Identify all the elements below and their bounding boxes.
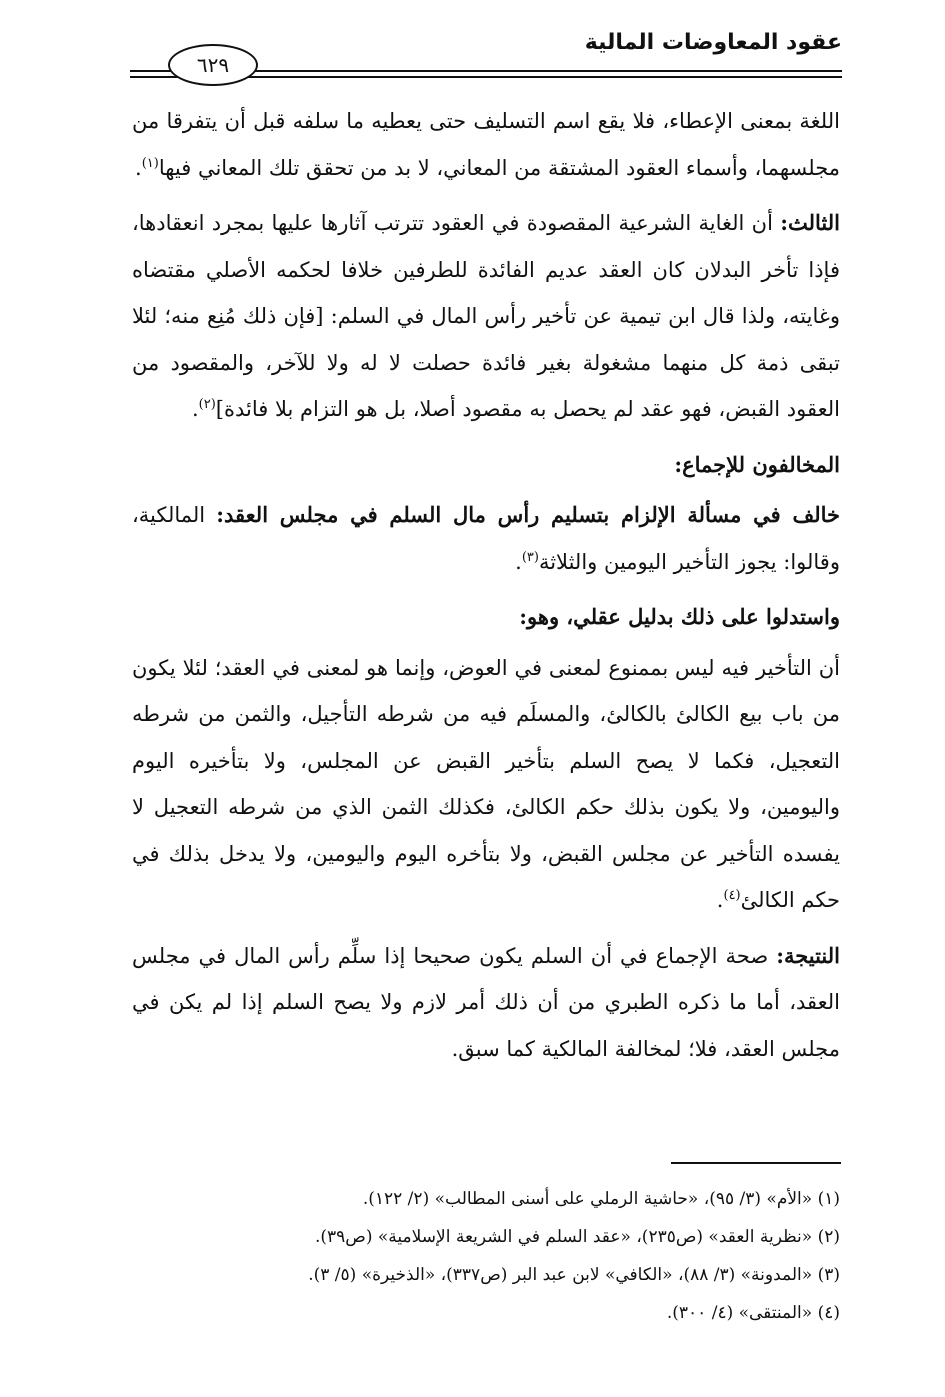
paragraph-4 bbox=[132, 645, 840, 924]
page-header bbox=[130, 22, 842, 82]
paragraph-text: صحة الإجماع في أن السلم يكون صحيحا إذا سلِّم رأس المال في مجلس العقد، أما ما ذكره الطبري من أن ذلك أمر لازم ولا يصح السلم إذا لم يكن في مجلس العقد، فلا؛ لمخالفة المالكية كما سبق. bbox=[132, 943, 840, 1061]
section-heading-evidence: واستدلوا على ذلك بدليل عقلي، وهو: bbox=[519, 604, 840, 629]
paragraph-lead: خالف في مسألة الإلزام بتسليم رأس مال السلم في مجلس العقد: bbox=[216, 502, 840, 527]
footnotes bbox=[132, 1180, 840, 1332]
paragraph-end: . bbox=[515, 549, 522, 574]
footnote-ref-1[interactable]: (١) bbox=[141, 155, 159, 171]
paragraph-end: . bbox=[135, 155, 142, 180]
paragraph-text: المالكية، وقالوا: يجوز التأخير اليومين والثلاثة bbox=[132, 503, 840, 574]
paragraph-3 bbox=[132, 492, 840, 585]
page-number: ٦٢٩ bbox=[168, 44, 258, 86]
footnote-4: (٤) «المنتقى» (٤/ ٣٠٠). bbox=[666, 1303, 840, 1323]
paragraph-2 bbox=[132, 200, 840, 433]
paragraph-end: . bbox=[716, 888, 724, 912]
paragraph-text: أن التأخير فيه ليس بممنوع لمعنى في العوض، وإنما هو لمعنى في العقد؛ لئلا يكون من باب بيع الكالئ بالكالئ، والمسلَم فيه من شرطه التأجيل، والثمن من شرطه التعجيل، فكما لا يصح السلم بتأخير القبض عن المجلس، ولا بتأخيره اليوم واليومين، ولا يكون بذلك حكم الكالئ، فكذلك الثمن الذي من شرطه التعجيل لا يفسده التأخير عن مجلس القبض، ولا بتأخره اليوم واليومين، ولا يدخل بذلك في حكم الكالئ bbox=[132, 655, 840, 912]
footnote-2: (٢) «نظرية العقد» (ص٢٣٥)، «عقد السلم في الشريعة الإسلامية» (ص٣٩). bbox=[314, 1227, 840, 1247]
footnote-3: (٣) «المدونة» (٣/ ٨٨)، «الكافي» لابن عبد البر (ص٣٣٧)، «الذخيرة» (٥/ ٣). bbox=[308, 1265, 840, 1285]
footnote-1: (١) «الأم» (٣/ ٩٥)، «حاشية الرملي على أسنى المطالب» (٢/ ١٢٢). bbox=[362, 1189, 840, 1209]
paragraph-lead: النتيجة: bbox=[776, 942, 840, 968]
paragraph-lead: الثالث: bbox=[780, 210, 840, 235]
paragraph-text: اللغة بمعنى الإعطاء، فلا يقع اسم التسليف حتى يعطيه ما سلفه قبل أن يتفرقا من مجلسهما، وأسماء العقود المشتقة من المعاني، لا بد من تحقق تلك المعاني فيها bbox=[132, 109, 840, 180]
footnote-ref-2[interactable]: (٢) bbox=[198, 397, 216, 412]
paragraph-end: . bbox=[191, 397, 199, 421]
footnote-ref-4[interactable]: (٤) bbox=[723, 888, 741, 903]
paragraph-1 bbox=[132, 98, 840, 191]
footnote-ref-3[interactable]: (٣) bbox=[521, 549, 539, 565]
running-title: عقود المعاوضات المالية bbox=[584, 30, 842, 55]
main-text bbox=[132, 98, 840, 1081]
paragraph-5 bbox=[132, 933, 840, 1073]
footnote-separator bbox=[671, 1162, 841, 1164]
section-heading-opponents: المخالفون للإجماع: bbox=[674, 451, 840, 477]
paragraph-text: أن الغاية الشرعية المقصودة في العقود تترتب آثارها عليها بمجرد انعقادها، فإذا تأخر البدلان كان العقد عديم الفائدة للطرفين خلافا لحكمه الأصلي مقتضاه وغايته، ولذا قال ابن تيمية عن تأخير رأس المال في السلم: [فإن ذلك مُنِع منه؛ لئلا تبقى ذمة كل منهما مشغولة بغير فائدة حصلت لا له ولا للآخر، والمقصود من العقود القبض، فهو عقد لم يحصل به مقصود أصلا، بل هو التزام بلا فائدة] bbox=[132, 211, 840, 421]
